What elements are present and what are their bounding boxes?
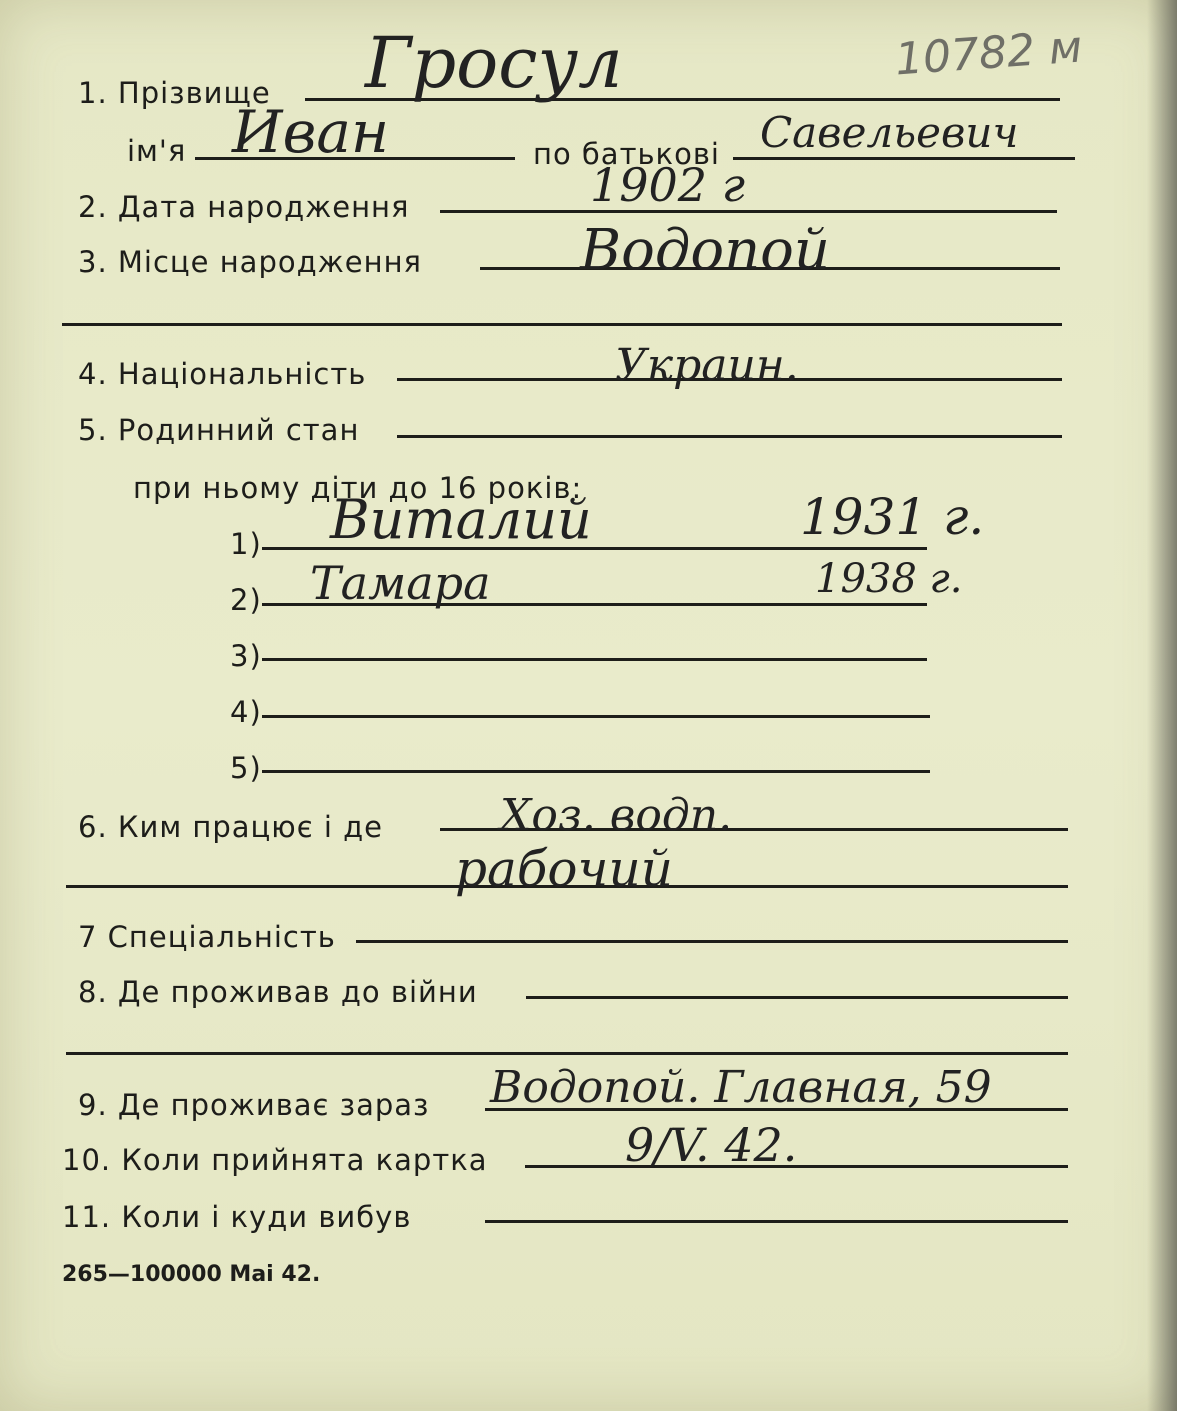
current-residence-value: Водопой. Главная, 59: [490, 1062, 992, 1113]
prewar-residence-line-2: [66, 1052, 1068, 1055]
first-name-label: ім'я: [127, 134, 187, 168]
family-status-line: [397, 435, 1062, 438]
child-3-number: 3): [230, 639, 262, 673]
patronymic-line: [733, 157, 1075, 160]
birth-place-line-2: [62, 323, 1062, 326]
birth-date-value: 1902 г: [590, 158, 745, 212]
work-label: 6. Ким працює і де: [78, 810, 384, 844]
work-value: Хоз. водп.: [500, 790, 733, 841]
current-residence-label: 9. Де проживає зараз: [78, 1088, 430, 1122]
card-edge-shadow: [1147, 0, 1177, 1411]
nationality-value: Украин.: [615, 340, 799, 391]
child-2-number: 2): [230, 583, 262, 617]
birth-place-label: 3. Місце народження: [78, 245, 422, 279]
children-label: при ньому діти до 16 років:: [133, 471, 583, 505]
departed-line: [485, 1220, 1068, 1223]
card-accepted-value: 9/V. 42.: [625, 1118, 798, 1172]
child-2-year: 1938 г.: [815, 556, 963, 602]
child-5-number: 5): [230, 751, 262, 785]
prewar-residence-label: 8. Де проживав до війни: [78, 975, 478, 1009]
child-3-line: [262, 658, 927, 661]
child-4-line: [262, 715, 930, 718]
patronymic-label: по батькові: [533, 137, 720, 171]
patronymic-value: Савельевич: [760, 108, 1019, 157]
child-4-number: 4): [230, 695, 262, 729]
departed-label: 11. Коли і куди вибув: [62, 1200, 412, 1234]
surname-value: Гросул: [365, 22, 623, 104]
child-1-number: 1): [230, 527, 262, 561]
nationality-label: 4. Національність: [78, 357, 367, 391]
specialty-line: [356, 940, 1068, 943]
prewar-residence-line: [526, 996, 1068, 999]
birth-place-value: Водопой: [580, 218, 830, 283]
specialty-label: 7 Спеціальність: [78, 920, 336, 954]
surname-label: 1. Прізвище: [78, 76, 271, 110]
print-code: 265—100000 Mai 42.: [62, 1262, 321, 1287]
child-1-name: Виталий: [330, 488, 592, 551]
card-accepted-label: 10. Коли прийнята картка: [62, 1143, 488, 1177]
family-status-label: 5. Родинний стан: [78, 413, 360, 447]
child-1-year: 1931 г.: [800, 488, 985, 546]
child-2-name: Тамара: [310, 556, 491, 610]
work-position-value: рабочий: [455, 840, 673, 898]
birth-date-line: [440, 210, 1057, 213]
birth-date-label: 2. Дата народження: [78, 190, 410, 224]
first-name-value: Иван: [232, 98, 390, 166]
child-5-line: [262, 770, 930, 773]
archive-number: 10782 м: [893, 21, 1084, 86]
